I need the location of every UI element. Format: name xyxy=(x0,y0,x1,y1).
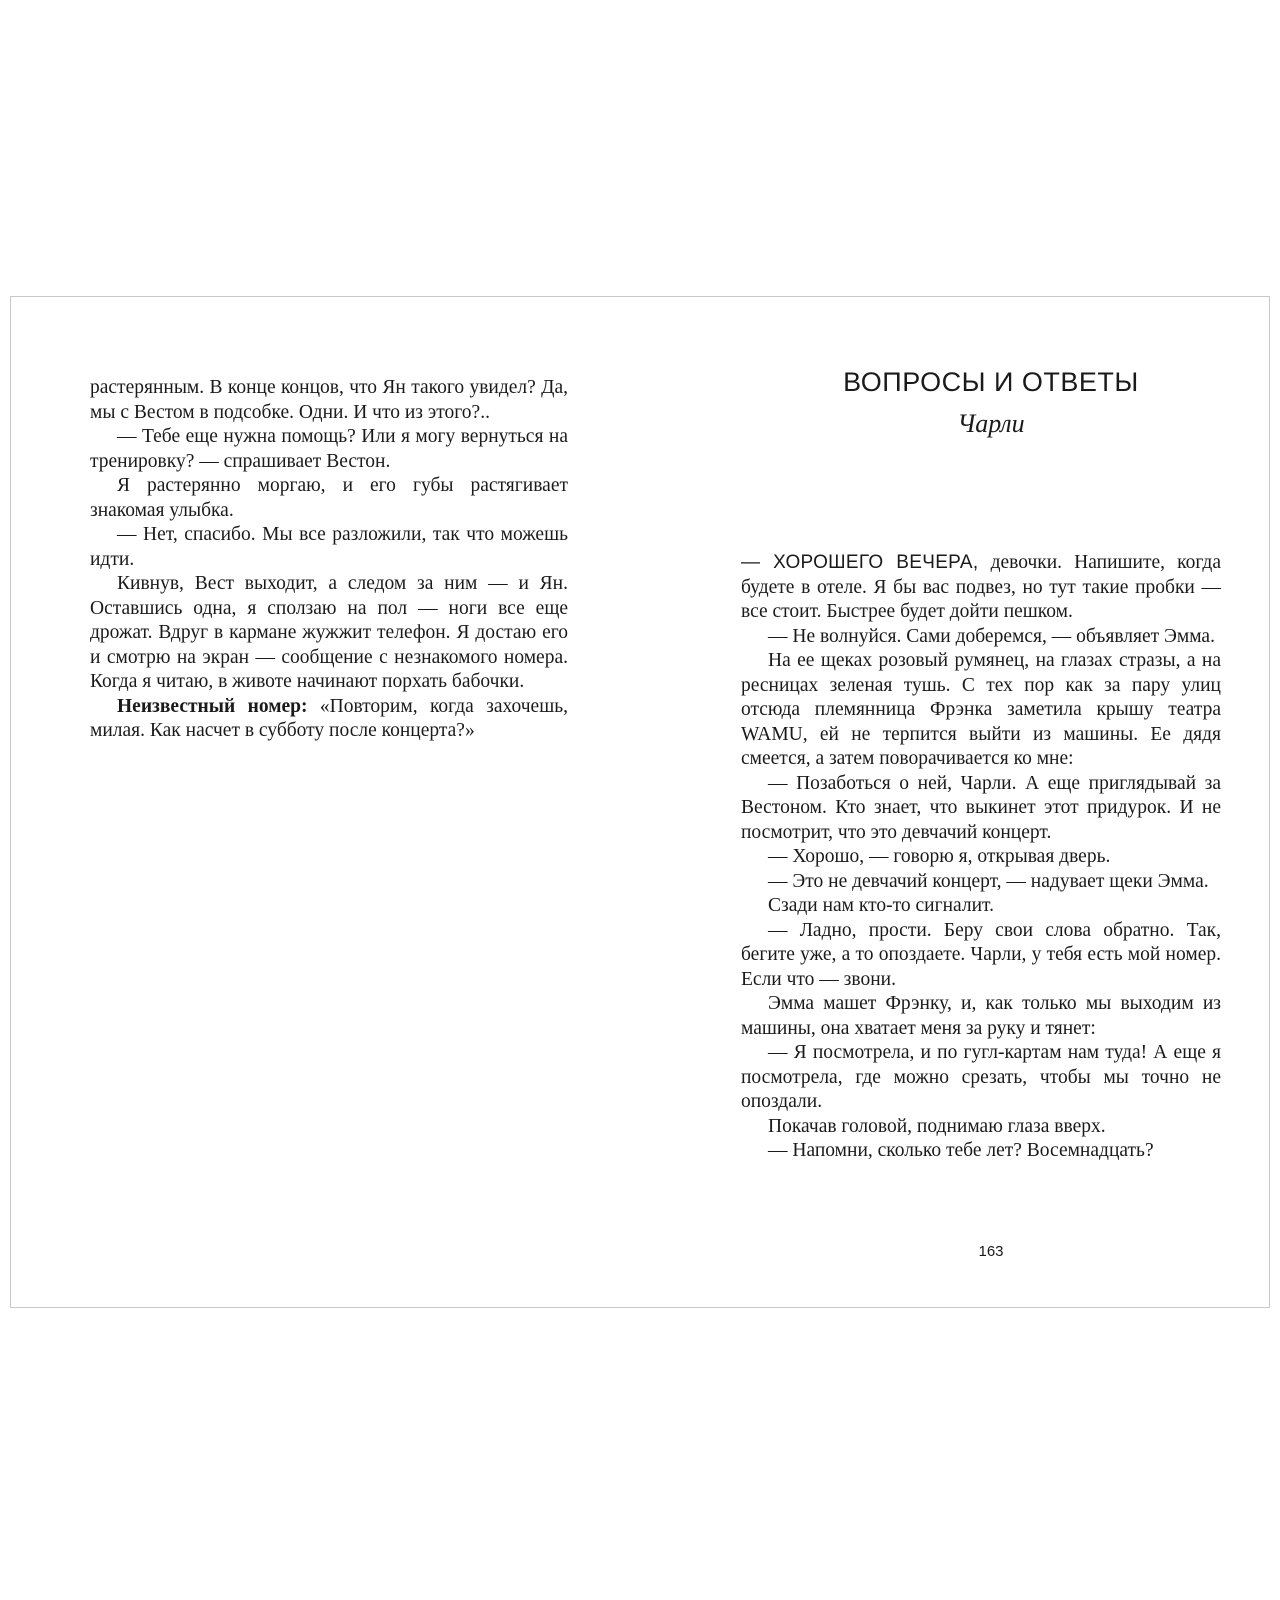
left-page xyxy=(11,297,641,1307)
left-text-column xyxy=(90,376,568,744)
paragraph: — Я посмотрела, и по гугл-картам нам туда! А еще я посмотрела, где можно срезать, чтобы мы точно не опоздали. xyxy=(741,1042,1221,1112)
paragraph: — Это не девчачий концерт, — надувает щеки Эмма. xyxy=(768,870,1209,892)
message-sender: Неизвестный номер: xyxy=(117,695,308,717)
paragraph: — Нет, спасибо. Мы все разложили, так что можешь идти. xyxy=(90,524,568,570)
paragraph: — Хорошо, — говорю я, открывая дверь. xyxy=(768,846,1111,867)
paragraph: — Тебе еще нужна помощь? Или я могу вернуться на тренировку? — спрашивает Вестон. xyxy=(90,426,568,472)
chapter-title: ВОПРОСЫ И ОТВЕТЫ xyxy=(843,367,1139,397)
paragraph: Эмма машет Фрэнку, и, как только мы выходим из машины, она хватает меня за руку и тянет: xyxy=(741,993,1221,1039)
paragraph: Я растерянно моргаю, и его губы растягивает знакомая улыбка. xyxy=(90,475,568,521)
right-text-column xyxy=(741,551,1221,1164)
paragraph: Сзади нам кто-то сигналит. xyxy=(768,895,994,916)
paragraph: Покачав головой, поднимаю глаза вверх. xyxy=(768,1115,1106,1137)
right-page xyxy=(641,297,1271,1307)
message-text: «Повторим, когда захочешь, милая. Как насчет в субботу после концерта?» xyxy=(90,695,568,741)
paragraph: Кивнув, Вест выходит, а следом за ним — и Ян. Оставшись одна, я сползаю на пол — ноги все еще дрожат. Вдруг в кармане жужжит телефон. Я достаю его и смотрю на экран — сообщение с незнакомого номера. Когда я читаю, в животе начинают порхать бабочки. xyxy=(90,573,568,692)
lead-rest: девочки. Напишите, когда будете в отеле. Я бы вас подвез, но тут такие пробки — все стоит. Быстрее будет дойти пешком. xyxy=(741,552,1221,622)
paragraph: — Позаботься о ней, Чарли. А еще приглядывай за Вестоном. Кто знает, что выкинет этот придурок. И не посмотрит, что это девчачий концерт. xyxy=(741,772,1221,843)
paragraph: — Не волнуйся. Сами доберемся, — объявляет Эмма. xyxy=(768,625,1215,647)
paragraph: — Напомни, сколько тебе лет? Восемнадцать? xyxy=(768,1140,1154,1161)
paragraph: растерянным. В конце концов, что Ян такого увидел? Да, мы с Вестом в подсобке. Одни. И что из этого?.. xyxy=(90,377,568,423)
message-paragraph xyxy=(90,695,568,744)
chapter-subtitle: Чарли xyxy=(957,409,1025,438)
lead-caps: — ХОРОШЕГО ВЕЧЕРА, xyxy=(741,552,979,573)
lead-paragraph xyxy=(741,551,1221,625)
paragraph: На ее щеках розовый румянец, на глазах стразы, а на ресницах зеленая тушь. С тех пор как за пару улиц отсюда племянница Фрэнка заметила крышу театра WAMU, ей не терпится выйти из машины. Ее дядя смеется, а затем поворачивается ко мне: xyxy=(741,650,1221,769)
page-number: 163 xyxy=(978,1243,1004,1260)
book-spread xyxy=(10,296,1270,1308)
paragraph: — Ладно, прости. Беру свои слова обратно. Так, бегите уже, а то опоздаете. Чарли, у тебя есть мой номер. Если что — звони. xyxy=(741,919,1221,990)
